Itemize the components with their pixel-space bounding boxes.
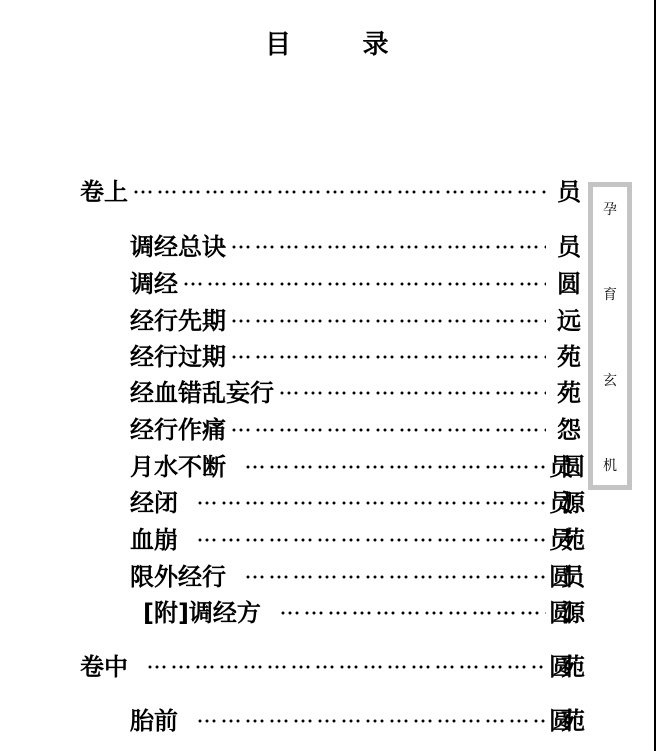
toc-page-number: 圆苑 — [549, 707, 573, 735]
toc-entry — [130, 235, 546, 259]
toc-page-number: 苑 — [557, 379, 581, 407]
toc-entry — [130, 345, 546, 369]
toc-entry-label: 卷中 — [80, 653, 128, 681]
toc-page-number: 苑 — [557, 343, 581, 371]
page-title: 目 录 — [265, 30, 396, 60]
toc-dot-leader — [230, 235, 546, 259]
toc-entry — [130, 491, 546, 515]
toc-dot-leader — [244, 565, 546, 589]
toc-dot-leader — [196, 491, 546, 515]
toc-page-number: 圆 — [557, 270, 581, 298]
toc-entry-label: 经行作痛 — [130, 416, 226, 444]
toc-entry-label: 经行过期 — [130, 343, 226, 371]
toc-dot-leader — [279, 601, 546, 625]
toc-page-number: 员 — [557, 233, 581, 261]
toc-dot-leader — [230, 418, 546, 442]
toc-entry-label: 经行先期 — [130, 307, 226, 335]
toc-entry-volume — [80, 180, 546, 204]
toc-dot-leader — [230, 309, 546, 333]
toc-dot-leader — [230, 345, 546, 369]
toc-dot-leader — [278, 381, 546, 405]
toc-entry — [130, 381, 546, 405]
toc-entry — [130, 528, 546, 552]
toc-entry-label: 卷上 — [80, 178, 128, 206]
toc-page-number: 员 — [557, 178, 581, 206]
side-tab-char: 玄 — [603, 372, 617, 389]
toc-page-number: 圆源 — [549, 599, 573, 627]
toc-entry-label: 调经总诀 — [130, 233, 226, 261]
toc-dot-leader — [146, 655, 546, 679]
toc-page-number: 圆苑 — [549, 653, 573, 681]
toc-dot-leader — [196, 709, 546, 733]
toc-entry — [130, 272, 546, 296]
toc-entry — [130, 709, 546, 733]
toc-entry-appendix — [143, 601, 546, 625]
toc-dot-leader — [244, 455, 546, 479]
toc-page-number: 圆员 — [549, 563, 573, 591]
toc-page-number: 员苑 — [549, 526, 573, 554]
toc-page-number: 远 — [557, 307, 581, 335]
toc-dot-leader — [196, 528, 546, 552]
toc-entry — [130, 418, 546, 442]
toc-entry-label: [附]调经方 — [143, 599, 261, 627]
toc-dot-leader — [132, 180, 546, 204]
toc-entry-label: 经血错乱妄行 — [130, 379, 274, 407]
toc-page-number: 怨 — [557, 416, 581, 444]
toc-entry — [130, 565, 546, 589]
toc-entry — [130, 455, 546, 479]
side-tab-char: 育 — [603, 287, 617, 304]
side-thumb-tab — [588, 182, 632, 490]
toc-entry-label: 限外经行 — [130, 563, 226, 591]
toc-entry-label: 月水不断 — [130, 453, 226, 481]
toc-entry-label: 胎前 — [130, 707, 178, 735]
page-edge-rule — [654, 0, 656, 751]
side-tab-char: 孕 — [603, 202, 617, 218]
toc-entry-label: 血崩 — [130, 526, 178, 554]
toc-entry-volume — [80, 655, 546, 679]
toc-page-number: 员圆 — [549, 453, 573, 481]
toc-dot-leader — [182, 272, 546, 296]
toc-page-number: 员源 — [549, 489, 573, 517]
toc-entry — [130, 309, 546, 333]
toc-entry-label: 经闭 — [130, 489, 178, 517]
side-tab-char: 机 — [603, 457, 617, 474]
toc-entry-label: 调经 — [130, 270, 178, 298]
